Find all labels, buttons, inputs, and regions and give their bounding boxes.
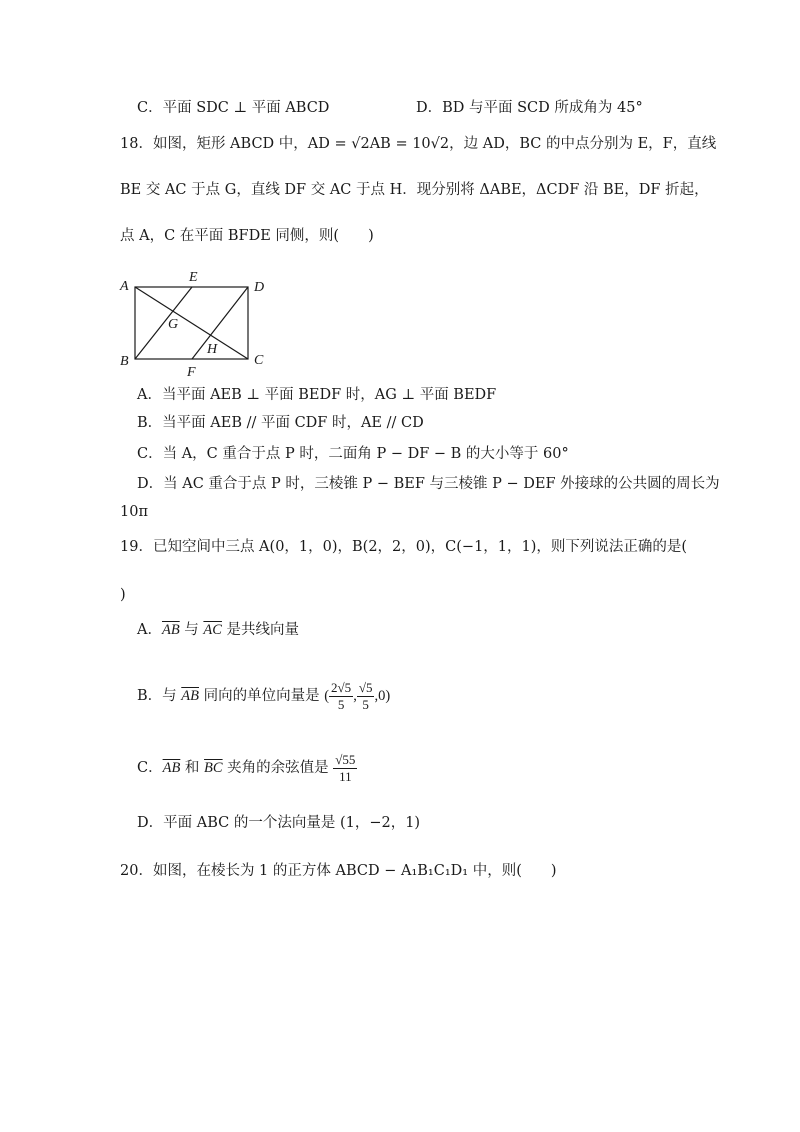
option-letter: A． <box>137 622 162 638</box>
q19-stem-line1: 19．已知空间中三点 A(0，1，0)，B(2，2，0)，C(−1，1，1)，则下列说法正确的是( <box>120 539 688 555</box>
line-df <box>192 287 248 359</box>
q19-option-c <box>137 748 357 788</box>
line-be <box>135 287 192 359</box>
label-f: F <box>187 365 196 380</box>
q20-stem-line1: 20．如图，在棱长为 1 的正方体 ABCD − A₁B₁C₁D₁ 中，则( ) <box>120 863 557 879</box>
vector-ac: $\overline{AC}$ <box>203 622 222 638</box>
q18-stem-line3: 点 A，C 在平面 BFDE 同侧，则( ) <box>120 228 374 244</box>
option-text: 是共线向量 <box>221 622 300 638</box>
q19-stem-line2: ) <box>120 587 126 603</box>
option-text: 和 <box>180 760 205 776</box>
label-a: A <box>120 279 129 294</box>
vector-ab: $\overline{AB}$ <box>181 688 199 704</box>
option-letter: B．与 <box>137 688 182 704</box>
fraction: $\frac{√5}{5}$ <box>358 679 373 712</box>
q18-option-a: A．当平面 AEB ⊥ 平面 BEDF 时，AG ⊥ 平面 BEDF <box>137 387 497 403</box>
label-d: D <box>254 280 265 295</box>
fraction: $\frac{2√5}{5}$ <box>331 679 352 712</box>
q17-option-c: C．平面 SDC ⊥ 平面 ABCD <box>137 100 330 116</box>
q18-option-d-continuation: 10π <box>120 504 148 520</box>
label-b: B <box>120 354 129 369</box>
q17-option-d: D．BD 与平面 SCD 所成角为 45° <box>416 100 643 116</box>
label-e: E <box>189 270 198 285</box>
q19-option-b: B．与 $\overline{AB}$ 同向的单位向量是 ( $\frac{2√5}{5}$ , $\frac{√5}{5}$ ,0) <box>137 679 391 712</box>
q18-option-c: C．当 A，C 重合于点 P 时，二面角 P − DF − B 的大小等于 60° <box>137 446 569 462</box>
vector-ab: $\overline{AB}$ <box>162 760 181 776</box>
option-text: 与 <box>179 622 204 638</box>
label-g: G <box>168 317 179 332</box>
option-text: 夹角的余弦值是 <box>222 760 334 776</box>
rectangle-figure <box>115 268 280 380</box>
q18-stem-line2: BE 交 AC 于点 G，直线 DF 交 AC 于点 H．现分别将 ΔABE，ΔCDF 沿 BE，DF 折起， <box>120 182 709 198</box>
option-letter: C． <box>137 760 163 776</box>
vector-ab: $\overline{AB}$ <box>161 622 180 638</box>
q19-option-a <box>137 620 299 640</box>
option-text: 同向的单位向量是 <box>198 688 325 704</box>
q18-option-d: D．当 AC 重合于点 P 时，三棱锥 P − BEF 与三棱锥 P − DEF 外接球的公共圆的周长为 <box>137 476 720 492</box>
label-h: H <box>207 342 218 357</box>
q18-option-b: B．当平面 AEB // 平面 CDF 时，AE // CD <box>137 415 424 431</box>
label-c: C <box>254 353 264 368</box>
q19-option-d: D．平面 ABC 的一个法向量是 (1，−2，1) <box>137 815 421 831</box>
fraction: $\frac{√55}{11}$ <box>335 751 356 784</box>
diagonal-ac <box>135 287 248 359</box>
q18-stem-line1: 18．如图，矩形 ABCD 中，AD = √2AB = 10√2，边 AD，BC 的中点分别为 E，F，直线 <box>120 136 717 152</box>
vector-bc: $\overline{BC}$ <box>204 760 223 776</box>
